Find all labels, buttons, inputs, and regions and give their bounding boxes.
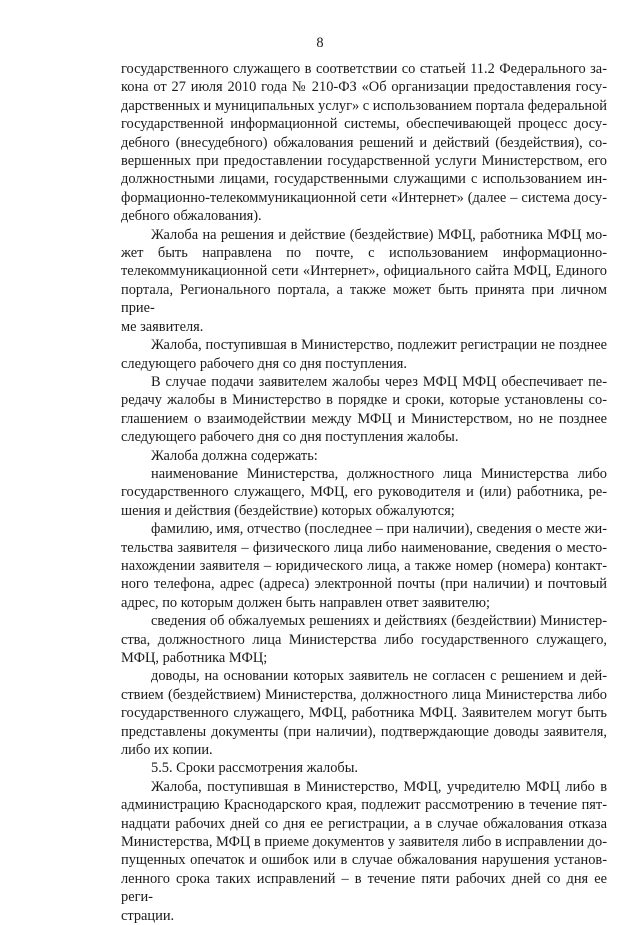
document-body bbox=[121, 60, 607, 925]
text-line: вершенных при предоставлении государственной услуги Министерством, его bbox=[121, 153, 607, 170]
text-line: пущенных опечаток и ошибок или в случае обжалования нарушения установ- bbox=[121, 852, 607, 869]
text-line: администрацию Краснодарского края, подлежит рассмотрению в течение пят- bbox=[121, 797, 607, 814]
text-line: жет быть направлена по почте, с использованием информационно- bbox=[121, 245, 607, 262]
text-line: формационно-телекоммуникационной сети «Интернет» (далее – система досу- bbox=[121, 189, 607, 206]
text-line: доводы, на основании которых заявитель не согласен с решением и дей- bbox=[151, 668, 607, 685]
paragraph bbox=[121, 60, 607, 226]
page-number: 8 bbox=[316, 35, 324, 51]
text-line: Жалоба, поступившая в Министерство, подлежит регистрации не позднее bbox=[151, 337, 607, 354]
text-line: надцати рабочих дней со дня ее регистрации, а в случае обжалования отказа bbox=[121, 815, 607, 832]
text-line: шения и действия (бездействие) которых обжалуются; bbox=[121, 502, 455, 519]
text-line: дарственных и муниципальных услуг» с использованием портала федеральной bbox=[121, 97, 607, 114]
text-line: телекоммуникационной сети «Интернет», официального сайта МФЦ, Единого bbox=[121, 263, 607, 280]
text-line: Министерства, МФЦ в приеме документов у заявителя либо в исправлении до- bbox=[121, 834, 607, 851]
text-line: Жалоба на решения и действие (бездействие) МФЦ, работника МФЦ мо- bbox=[151, 226, 607, 243]
paragraph bbox=[121, 336, 607, 373]
text-line: должностными лицами, государственными служащими с использованием ин- bbox=[121, 171, 607, 188]
paragraph bbox=[121, 465, 607, 520]
text-line: дебного (внесудебного) обжалования решений и действий (бездействия), со- bbox=[121, 134, 607, 151]
paragraph bbox=[121, 612, 607, 667]
text-line: страции. bbox=[121, 907, 175, 924]
text-line: ленного срока таких исправлений – в течение пяти рабочих дней со дня ее реги- bbox=[121, 870, 607, 906]
text-line: государственного служащего в соответствии со статьей 11.2 Федерального за- bbox=[121, 61, 607, 77]
text-line: адрес, по которым должен быть направлен ответ заявителю; bbox=[121, 594, 490, 611]
text-line: либо их копии. bbox=[121, 742, 213, 759]
text-line: редачу жалобы в Министерство в порядке и сроки, которые установлены со- bbox=[121, 392, 607, 409]
text-line: глашением о взаимодействии между МФЦ и Министерством, но не позднее bbox=[121, 410, 607, 427]
text-line: В случае подачи заявителем жалобы через МФЦ МФЦ обеспечивает пе- bbox=[151, 373, 607, 390]
text-line: ного телефона, адрес (адреса) электронной почты (при наличии) и почтовый bbox=[121, 576, 607, 593]
text-line: ствием (бездействием) Министерства, должностного лица Министерства либо bbox=[121, 686, 607, 703]
text-line: портала, Регионального портала, а также может быть принята при личном прие- bbox=[121, 281, 607, 317]
text-line: МФЦ, работника МФЦ; bbox=[121, 650, 268, 666]
text-line: нахождении заявителя – юридического лица, а также номер (номера) контакт- bbox=[121, 557, 607, 574]
text-line: тельства заявителя – физического лица либо наименование, сведения о место- bbox=[121, 539, 607, 556]
text-line: ме заявителя. bbox=[121, 318, 204, 335]
text-line: представлены документы (при наличии), подтверждающие доводы заявителя, bbox=[121, 723, 607, 740]
text-line: наименование Министерства, должностного лица Министерства либо bbox=[151, 465, 607, 482]
text-line: фамилию, имя, отчество (последнее – при наличии), сведения о месте жи- bbox=[151, 521, 607, 538]
text-line: государственного служащего, МФЦ, работника МФЦ. Заявителем могут быть bbox=[121, 705, 607, 722]
text-line: ства, должностного лица Министерства либо государственного служащего, bbox=[121, 631, 607, 648]
text-line: 5.5. Сроки рассмотрения жалобы. bbox=[151, 760, 359, 777]
text-line: Жалоба должна содержать: bbox=[151, 447, 318, 464]
paragraph bbox=[121, 226, 607, 336]
text-line: государственной информационной системы, обеспечивающей процесс досу- bbox=[121, 116, 607, 133]
text-line: государственного служащего, МФЦ, его руководителя и (или) работника, ре- bbox=[121, 484, 607, 501]
text-line: сведения об обжалуемых решениях и действиях (бездействии) Министер- bbox=[151, 613, 607, 630]
text-line: Жалоба, поступившая в Министерство, МФЦ, учредителю МФЦ либо в bbox=[151, 778, 607, 795]
text-line: дебного обжалования). bbox=[121, 208, 262, 225]
paragraph bbox=[121, 520, 607, 612]
text-line: кона от 27 июля 2010 года № 210-ФЗ «Об организации предоставления госу- bbox=[121, 79, 607, 96]
paragraph bbox=[121, 667, 607, 759]
paragraph bbox=[121, 759, 607, 777]
text-line: следующего рабочего дня со дня поступления. bbox=[121, 355, 408, 372]
paragraph bbox=[121, 778, 607, 925]
text-line: следующего рабочего дня со дня поступления жалобы. bbox=[121, 429, 459, 446]
paragraph bbox=[121, 373, 607, 447]
paragraph bbox=[121, 447, 607, 465]
